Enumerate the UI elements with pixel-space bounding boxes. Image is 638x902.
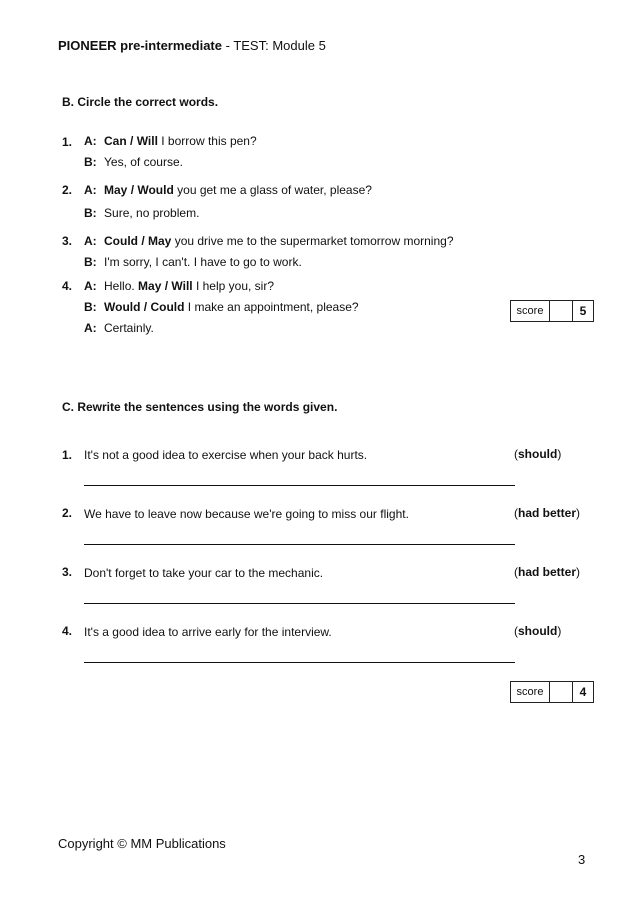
dialogue-line — [84, 300, 359, 314]
page-header — [58, 38, 326, 53]
item-number: 2. — [62, 506, 73, 520]
dialogue-text: Sure, no problem. — [104, 206, 200, 220]
dialogue-text: I borrow this pen? — [161, 134, 257, 148]
dialogue-line — [84, 255, 302, 269]
sentence-text: We have to leave now because we're going to miss our flight. — [84, 507, 409, 521]
dialogue-line — [84, 206, 199, 220]
dialogue-line — [84, 134, 257, 148]
section-c-title: C. Rewrite the sentences using the words given. — [62, 400, 338, 414]
score-box — [510, 681, 594, 703]
item-number: 2. — [62, 183, 73, 197]
word-choice[interactable]: May / Will — [138, 279, 193, 293]
key-word: (had better) — [514, 506, 581, 520]
dialogue-line — [84, 321, 154, 335]
dialogue-text: Hello. — [104, 279, 135, 293]
word-choice[interactable]: Can / Will — [104, 134, 158, 148]
speaker-label: B: — [84, 206, 97, 220]
item-number: 1. — [62, 135, 73, 149]
score-label: score — [511, 682, 550, 702]
sentence-text: It's not a good idea to exercise when your back hurts. — [84, 448, 368, 462]
item-number: 4. — [62, 279, 73, 293]
score-input-cell[interactable] — [550, 682, 573, 702]
word-choice[interactable]: May / Would — [104, 183, 174, 197]
sentence-text: It's a good idea to arrive early for the interview. — [84, 625, 332, 639]
dialogue-text: I help you, sir? — [195, 279, 275, 293]
dialogue-line — [84, 279, 274, 293]
dialogue-line — [84, 183, 372, 197]
dialogue-text: Yes, of course. — [104, 155, 183, 169]
copyright-text: Copyright © MM Publications — [58, 836, 226, 851]
answer-line[interactable] — [84, 662, 515, 663]
header-brand: PIONEER pre-intermediate — [58, 38, 222, 53]
dialogue-text: I make an appointment, please? — [187, 300, 359, 314]
key-word: (had better) — [514, 565, 581, 579]
score-label: score — [511, 301, 550, 321]
key-word: (should) — [514, 447, 562, 461]
speaker-label: B: — [84, 255, 97, 269]
speaker-label: A: — [84, 134, 97, 148]
speaker-label: A: — [84, 321, 97, 335]
speaker-label: B: — [84, 300, 97, 314]
answer-line[interactable] — [84, 603, 515, 604]
speaker-label: A: — [84, 234, 97, 248]
score-total: 5 — [579, 304, 587, 318]
speaker-label: A: — [84, 279, 97, 293]
sentence-text: Don't forget to take your car to the mechanic. — [84, 566, 324, 580]
speaker-label: A: — [84, 183, 97, 197]
word-choice[interactable]: Would / Could — [104, 300, 185, 314]
dialogue-text: you get me a glass of water, please? — [177, 183, 372, 197]
score-input-cell[interactable] — [550, 301, 573, 321]
score-box — [510, 300, 594, 322]
dialogue-line — [84, 234, 454, 248]
score-total: 4 — [579, 685, 587, 699]
dialogue-text: Certainly. — [104, 321, 154, 335]
item-number: 4. — [62, 624, 73, 638]
item-number: 3. — [62, 234, 73, 248]
dialogue-text: you drive me to the supermarket tomorrow morning? — [174, 234, 454, 248]
answer-line[interactable] — [84, 485, 515, 486]
key-word: (should) — [514, 624, 562, 638]
dialogue-text: I'm sorry, I can't. I have to go to work. — [104, 255, 302, 269]
header-test-title: - TEST: Module 5 — [222, 38, 326, 53]
word-choice[interactable]: Could / May — [104, 234, 172, 248]
section-b-title: B. Circle the correct words. — [62, 95, 219, 109]
dialogue-line — [84, 155, 183, 169]
speaker-label: B: — [84, 155, 97, 169]
answer-line[interactable] — [84, 544, 515, 545]
page-number: 3 — [578, 852, 586, 867]
item-number: 3. — [62, 565, 73, 579]
item-number: 1. — [62, 448, 73, 462]
